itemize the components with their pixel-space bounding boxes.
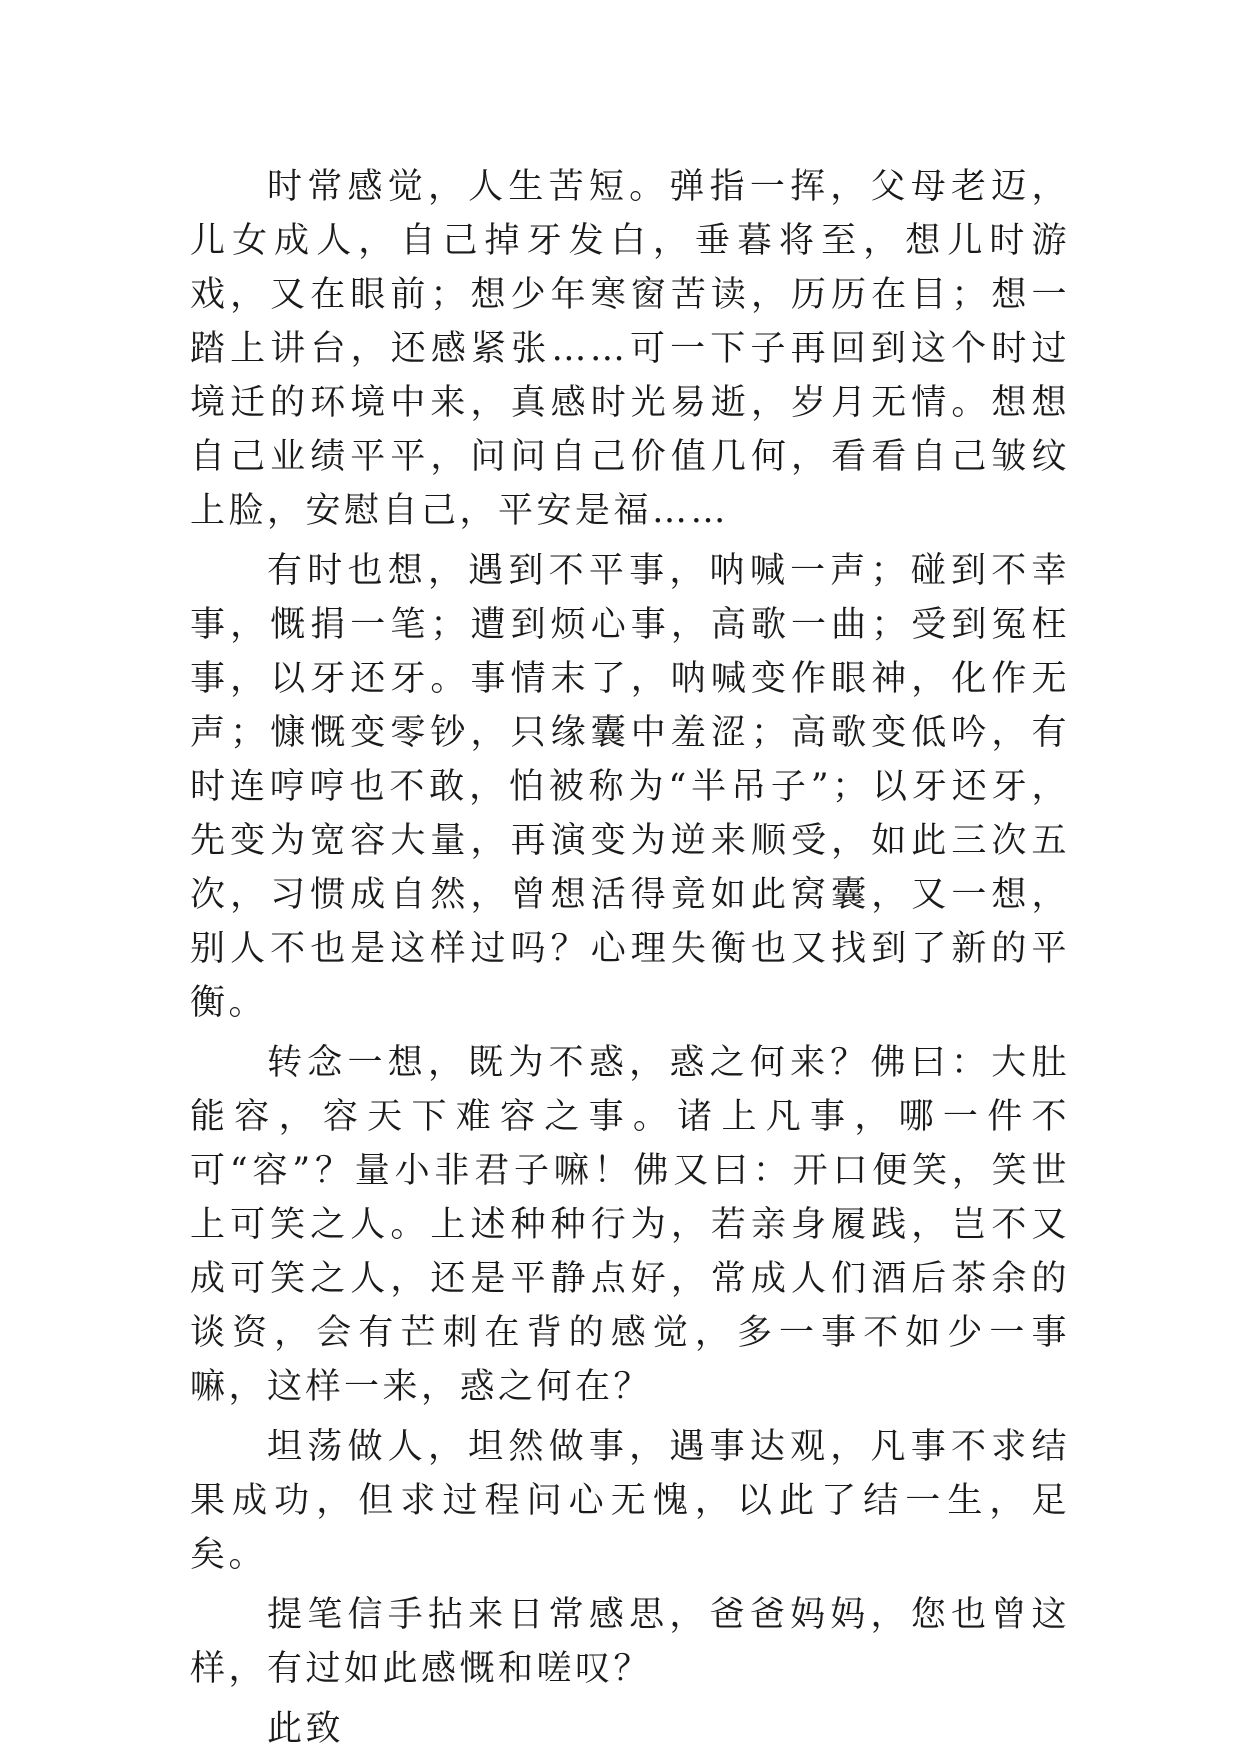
closing-salutation: 此致: [267, 1709, 345, 1749]
paragraph-3: 转念一想，既为不惑，惑之何来？佛曰：大肚能容，容天下难容之事。诸上凡事，哪一件不可“容”？量小非君子嘛！佛又曰：开口便笑，笑世上可笑之人。上述种种行为，若亲身履践，岂不又成可笑之人，还是平静点好，常成人们酒后茶余的谈资，会有芒刺在背的感觉，多一事不如少一事嘛，这样一来，惑之何在？: [190, 1043, 1070, 1407]
paragraph-1: 时常感觉，人生苦短。弹指一挥，父母老迈，儿女成人，自己掉牙发白，垂暮将至，想儿时游戏，又在眼前；想少年寒窗苦读，历历在目；想一踏上讲台，还感紧张……可一下子再回到这个时过境迁的环境中来，真感时光易逝，岁月无情。想想自己业绩平平，问问自己价值几何，看看自己皱纹上脸，安慰自己，平安是福……: [190, 167, 1070, 531]
paragraph-2: 有时也想，遇到不平事，呐喊一声；碰到不幸事，慨捐一笔；遭到烦心事，高歌一曲；受到冤枉事，以牙还牙。事情末了，呐喊变作眼神，化作无声；慷慨变零钞，只缘囊中羞涩；高歌变低吟，有时连哼哼也不敢，怕被称为“半吊子”；以牙还牙，先变为宽容大量，再演变为逆来顺受，如此三次五次，习惯成自然，曾想活得竟如此窝囊，又一想，别人不也是这样过吗？心理失衡也又找到了新的平衡。: [190, 551, 1070, 1023]
paragraph-4: 坦荡做人，坦然做事，遇事达观，凡事不求结果成功，但求过程问心无愧，以此了结一生，足矣。: [190, 1427, 1070, 1575]
paragraph-5: 提笔信手拈来日常感思，爸爸妈妈，您也曾这样，有过如此感慨和嗟叹？: [190, 1595, 1070, 1689]
letter-body: [190, 160, 1070, 1762]
